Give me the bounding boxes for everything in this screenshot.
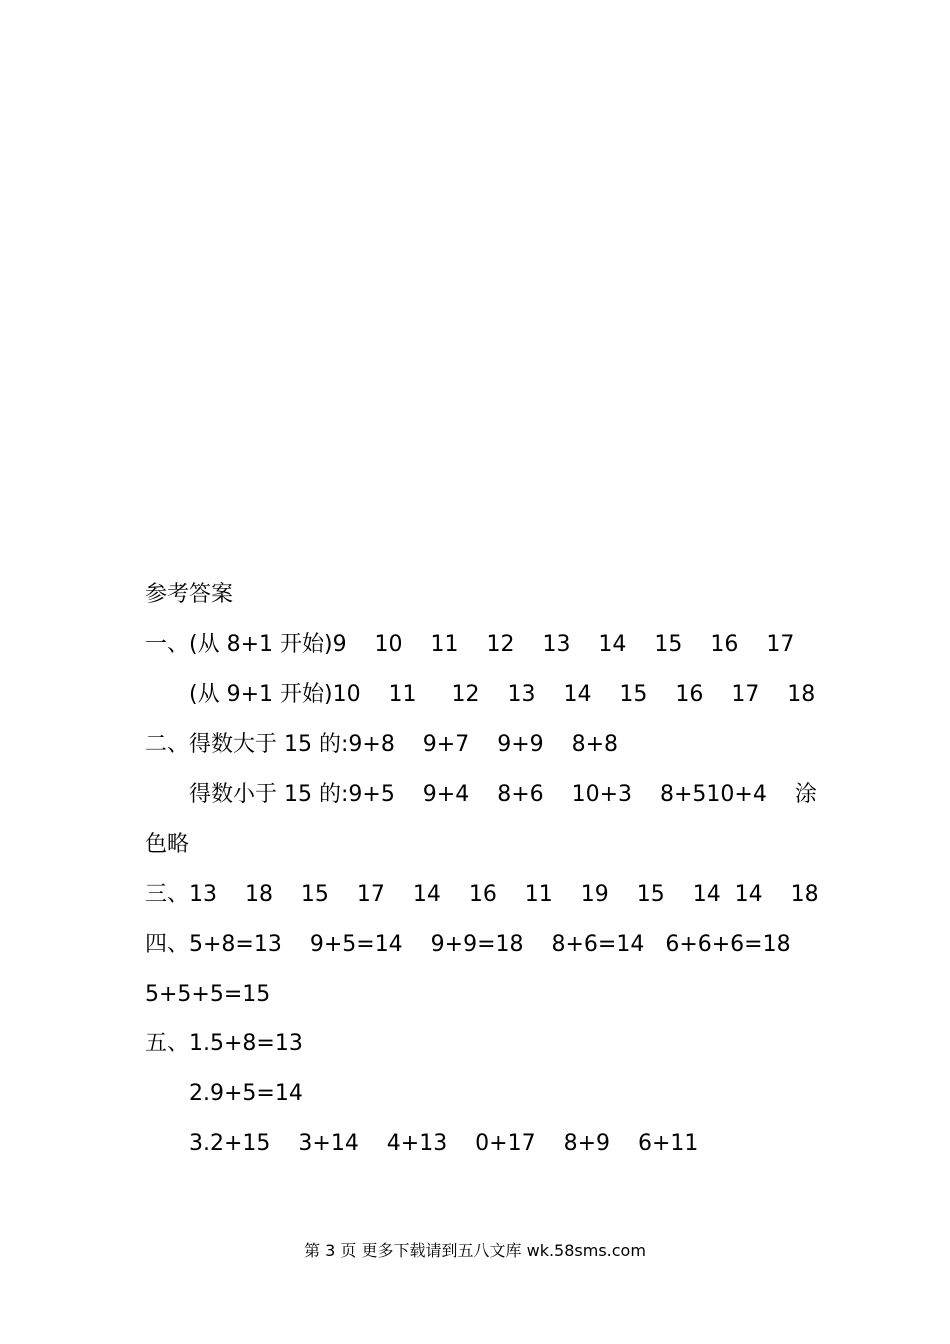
answer-line-5: 五、1.5+8=13 [145, 1031, 303, 1056]
page-footer: 第 3 页 更多下载请到五八文库 wk.58sms.com [304, 1241, 646, 1260]
answer-line-1: 一、(从 8+1 开始)9 10 11 12 13 14 15 16 17 [145, 632, 795, 657]
answer-line-4: 四、5+8=13 9+5=14 9+9=18 8+6=14 6+6+6=18 [145, 932, 791, 957]
answer-line-4b: 5+5+5=15 [145, 982, 271, 1007]
answer-line-3: 三、13 18 15 17 14 16 11 19 15 14 14 18 [145, 882, 819, 907]
answer-line-1b: (从 9+1 开始)10 11 12 13 14 15 16 17 18 [189, 682, 816, 707]
answer-line-2c: 色略 [145, 832, 190, 857]
answer-line-5b: 2.9+5=14 [189, 1081, 303, 1106]
answer-heading: 参考答案 [145, 582, 234, 607]
answer-line-2: 二、得数大于 15 的:9+8 9+7 9+9 8+8 [145, 732, 619, 757]
answer-line-5c: 3.2+15 3+14 4+13 0+17 8+9 6+11 [189, 1131, 699, 1156]
answer-line-2b: 得数小于 15 的:9+5 9+4 8+6 10+3 8+510+4 涂 [189, 782, 817, 807]
